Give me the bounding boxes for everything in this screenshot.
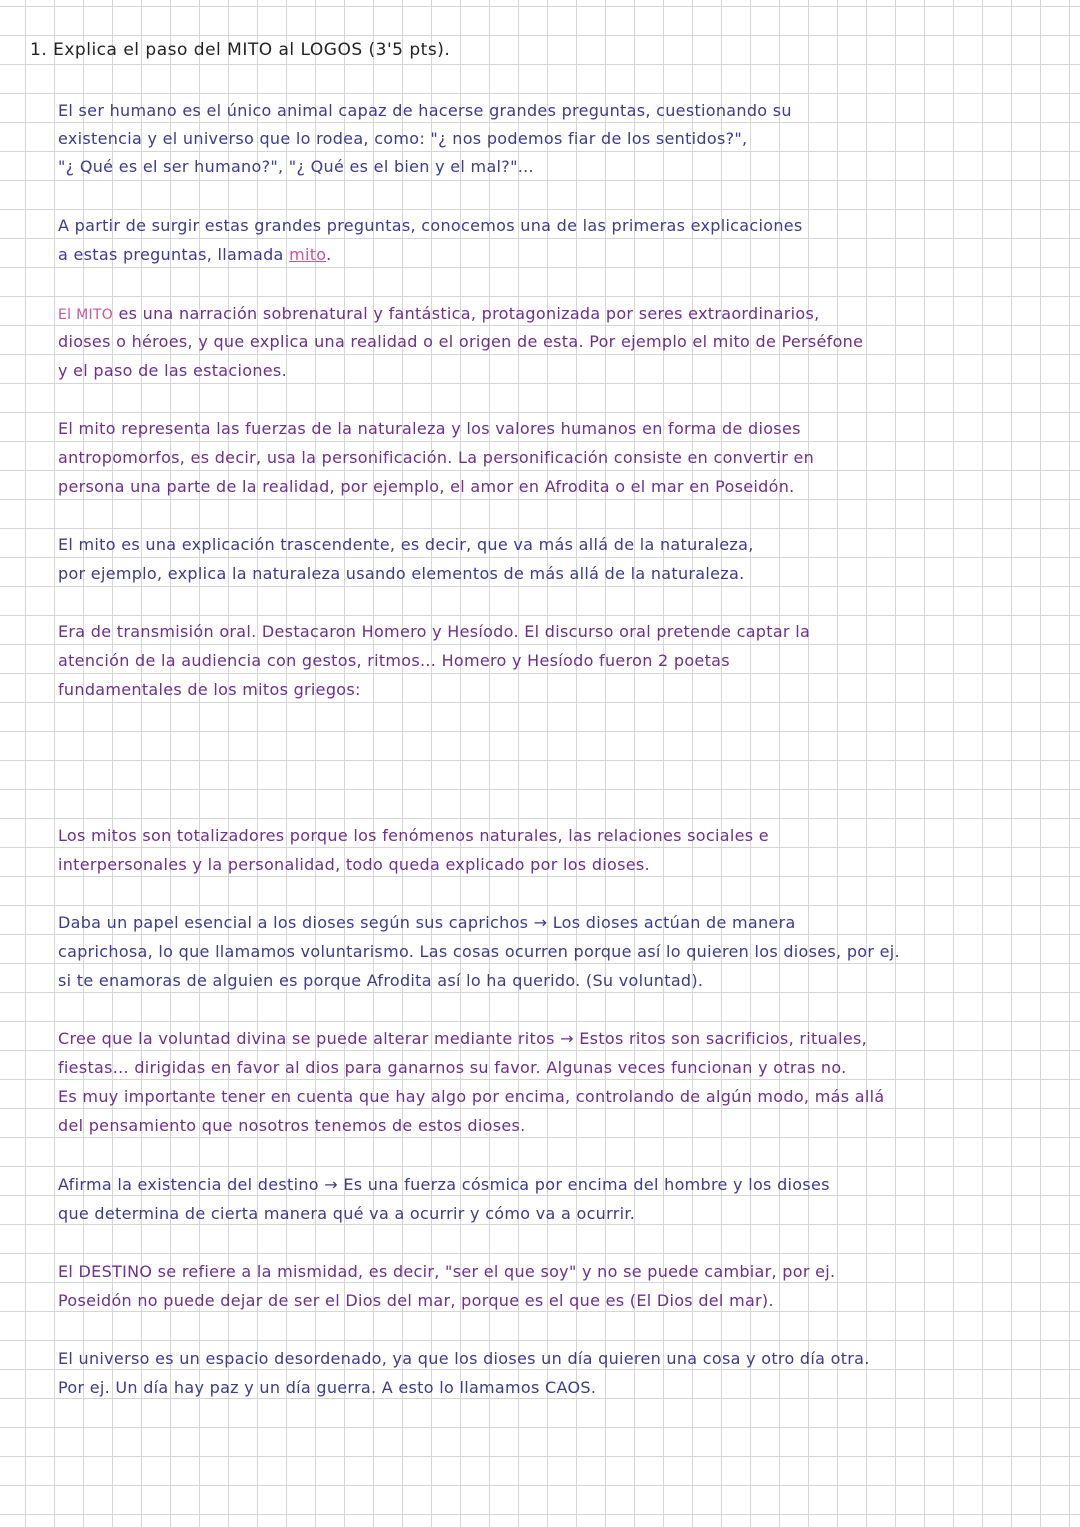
paragraph-line: Cree que la voluntad divina se puede alterar mediante ritos → Estos ritos son sacrificios, rituales,	[58, 1029, 867, 1048]
paragraph-line: dioses o héroes, y que explica una realidad o el origen de esta. Por ejemplo el mito de Perséfone	[58, 332, 864, 351]
paragraph-line: Daba un papel esencial a los dioses según sus caprichos → Los dioses actúan de manera	[58, 913, 796, 932]
text-span: es una narración sobrenatural y fantástica, protagonizada por seres extraordinarios,	[113, 304, 820, 323]
paragraph-line: A partir de surgir estas grandes preguntas, conocemos una de las primeras explicaciones	[58, 216, 803, 235]
paragraph-line: El mito representa las fuerzas de la naturaleza y los valores humanos en forma de dioses	[58, 419, 801, 438]
paragraph-line: interpersonales y la personalidad, todo queda explicado por los dioses.	[58, 855, 650, 874]
paragraph-line: que determina de cierta manera qué va a ocurrir y cómo va a ocurrir.	[58, 1204, 636, 1223]
text-span: a estas preguntas, llamada	[58, 245, 290, 264]
paragraph-line: del pensamiento que nosotros tenemos de estos dioses.	[58, 1116, 526, 1135]
paragraph-line: Los mitos son totalizadores porque los fenómenos naturales, las relaciones sociales e	[58, 826, 769, 845]
paragraph-line: fiestas... dirigidas en favor al dios para ganarnos su favor. Algunas veces funcionan y otras no.	[58, 1058, 847, 1077]
paragraph-line: caprichosa, lo que llamamos voluntarismo. Las cosas ocurren porque así lo quieren los dioses, por ej.	[58, 942, 900, 961]
paragraph-line: atención de la audiencia con gestos, ritmos... Homero y Hesíodo fueron 2 poetas	[58, 651, 730, 670]
paragraph-line: El DESTINO se refiere a la mismidad, es decir, "ser el que soy" y no se puede cambiar, por ej.	[58, 1262, 836, 1281]
question-title: 1. Explica el paso del MITO al LOGOS (3'5 pts).	[30, 40, 451, 60]
paragraph-line: Por ej. Un día hay paz y un día guerra. A esto lo llamamos CAOS.	[58, 1378, 597, 1397]
paragraph-line: si te enamoras de alguien es porque Afrodita así lo ha querido. (Su voluntad).	[58, 971, 704, 990]
paragraph-line: El ser humano es el único animal capaz de hacerse grandes preguntas, cuestionando su	[58, 101, 792, 120]
paragraph-line	[58, 245, 331, 265]
paragraph-line: por ejemplo, explica la naturaleza usando elementos de más allá de la naturaleza.	[58, 564, 745, 583]
text-span: .	[326, 245, 332, 264]
mito-term: mito	[289, 245, 327, 264]
paragraph-line: existencia y el universo que lo rodea, como: "¿ nos podemos fiar de los sentidos?",	[58, 129, 748, 148]
paragraph-line: "¿ Qué es el ser humano?", "¿ Qué es el bien y el mal?"...	[58, 157, 534, 176]
paragraph-line: Es muy importante tener en cuenta que hay algo por encima, controlando de algún modo, más allá	[58, 1087, 885, 1106]
paragraph-line: persona una parte de la realidad, por ejemplo, el amor en Afrodita o el mar en Poseidón.	[58, 477, 795, 496]
paragraph-line	[58, 304, 820, 325]
paragraph-line: El mito es una explicación trascendente, es decir, que va más allá de la naturaleza,	[58, 535, 754, 554]
paragraph-line: fundamentales de los mitos griegos:	[58, 680, 361, 699]
paragraph-line: antropomorfos, es decir, usa la personificación. La personificación consiste en convertir en	[58, 448, 815, 467]
paragraph-line: y el paso de las estaciones.	[58, 361, 287, 380]
paragraph-line: Era de transmisión oral. Destacaron Homero y Hesíodo. El discurso oral pretende captar la	[58, 622, 811, 641]
paragraph-line: Afirma la existencia del destino → Es una fuerza cósmica por encima del hombre y los dioses	[58, 1175, 830, 1194]
paragraph-line: Poseidón no puede dejar de ser el Dios del mar, porque es el que es (El Dios del mar).	[58, 1291, 774, 1310]
paragraph-line: El universo es un espacio desordenado, ya que los dioses un día quieren una cosa y otro día otra.	[58, 1349, 870, 1368]
mito-heading: El MITO	[58, 307, 114, 323]
